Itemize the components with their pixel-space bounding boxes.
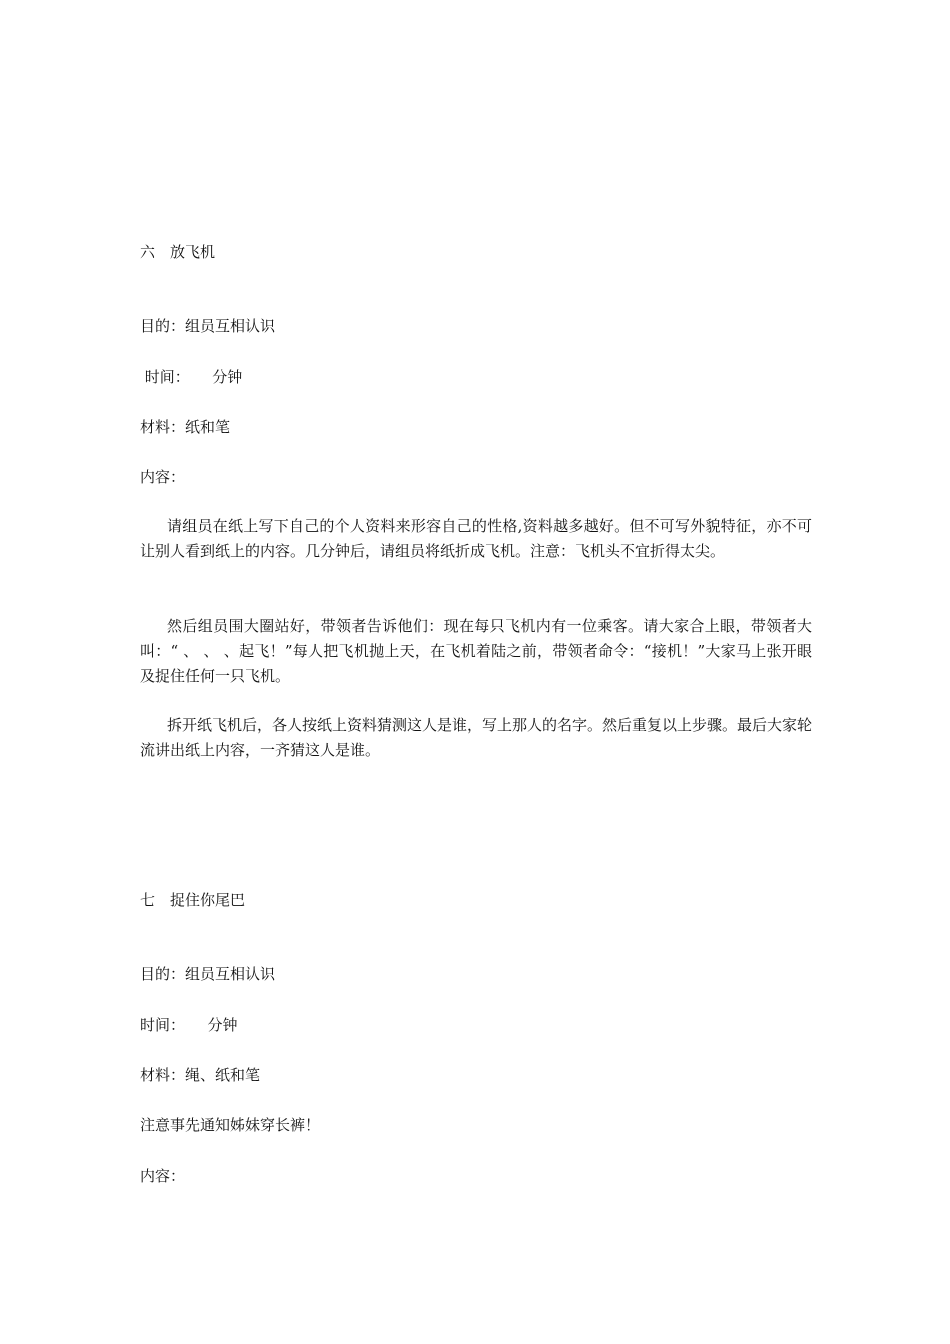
- section-6-content-label: 内容：: [140, 468, 186, 486]
- section-6-time: 时间： 分钟: [140, 368, 243, 386]
- section-6-materials: 材料：纸和笔: [140, 418, 231, 436]
- section-6-paragraph-3: 拆开纸飞机后，各人按纸上资料猜测这人是谁，写上那人的名字。然后重复以上步骤。最后大家轮流讲出纸上内容，一齐猜这人是谁。: [140, 716, 813, 759]
- section-7-time: 时间： 分钟: [140, 1016, 238, 1034]
- section-7-content-label: 内容：: [140, 1167, 186, 1185]
- section-6-paragraph-2: 然后组员围大圈站好，带领者告诉他们：现在每只飞机内有一位乘客。请大家合上眼，带领者大叫：“ 、 、 、起飞！”每人把飞机抛上天，在飞机着陆之前，带领者命令：“接机！”大家马上张开眼及捉住任何一只飞机。: [140, 617, 812, 685]
- section-7-purpose: 目的：组员互相认识: [140, 965, 276, 983]
- section-6-paragraph-1: 请组员在纸上写下自己的个人资料来形容自己的性格,资料越多越好。但不可写外貌特征，亦不可让别人看到纸上的内容。几分钟后，请组员将纸折成飞机。注意：飞机头不宜折得太尖。: [140, 517, 812, 560]
- section-7-note: 注意事先通知姊妹穿长裤！: [140, 1116, 321, 1134]
- section-6-purpose: 目的：组员互相认识: [140, 317, 276, 335]
- section-7-title: 七 捉住你尾巴: [140, 891, 246, 909]
- section-7-materials: 材料：绳、纸和笔: [140, 1066, 261, 1084]
- section-6-title: 六 放飞机: [140, 243, 216, 261]
